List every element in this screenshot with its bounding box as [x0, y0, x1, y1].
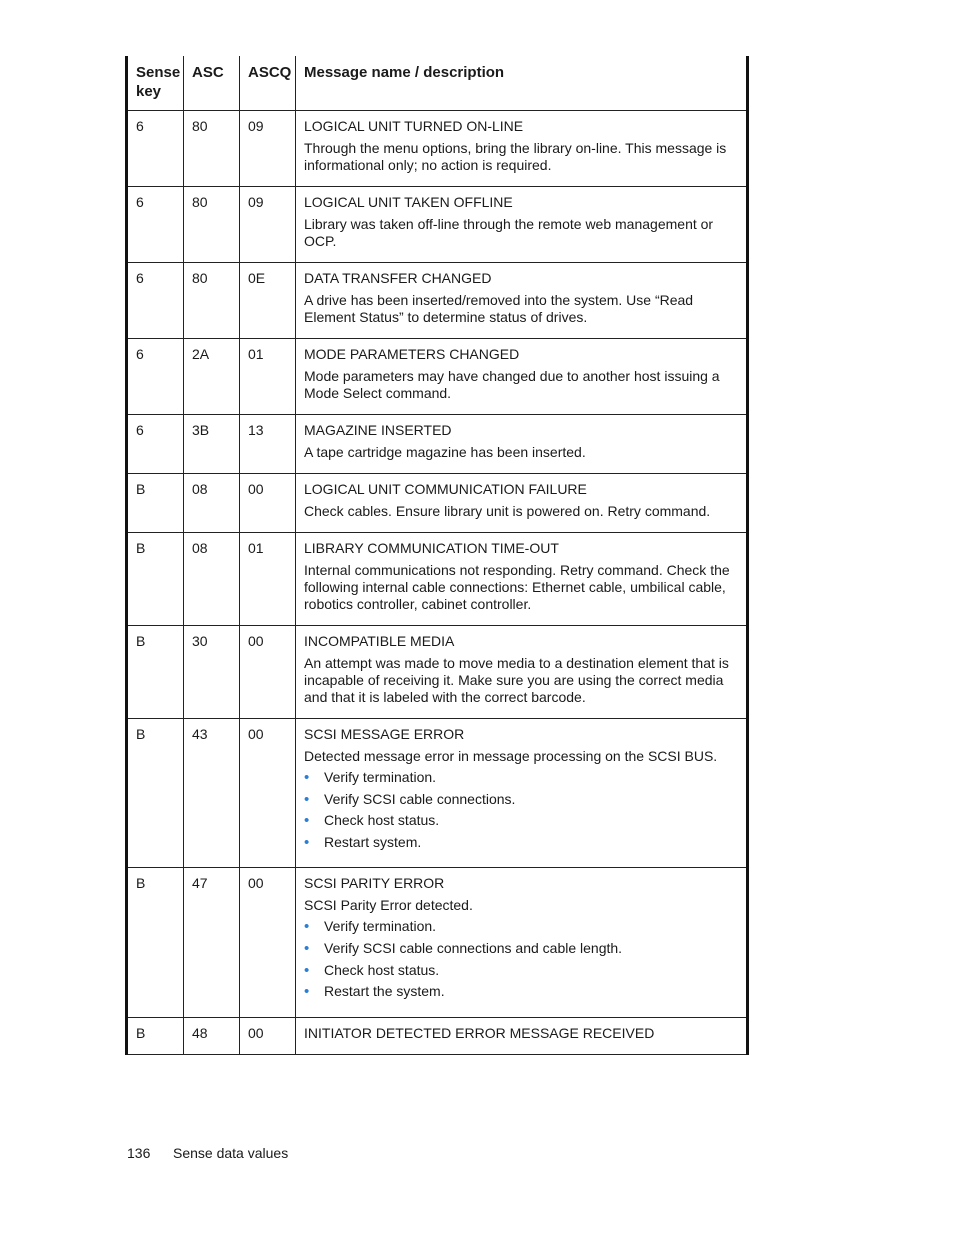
bullet-icon: • — [304, 961, 310, 979]
action-text: Check host status. — [324, 812, 440, 829]
message-title: INITIATOR DETECTED ERROR MESSAGE RECEIVED — [304, 1024, 655, 1041]
table-row — [127, 1017, 748, 1054]
table-row — [127, 626, 748, 719]
table-row — [127, 187, 748, 263]
message-cell — [296, 339, 748, 415]
message-cell — [296, 868, 748, 1017]
ascq-cell: 00 — [240, 474, 296, 533]
message-description: A tape cartridge magazine has been inserted. — [304, 444, 586, 460]
sense-key-cell: 6 — [127, 111, 184, 187]
message-cell — [296, 719, 748, 868]
header-message: Message name / description — [296, 56, 748, 111]
message-title: SCSI MESSAGE ERROR — [304, 726, 465, 742]
table-row — [127, 111, 748, 187]
sense-key-cell: 6 — [127, 263, 184, 339]
page-footer — [127, 1145, 288, 1161]
table-row — [127, 474, 748, 533]
action-text: Verify termination. — [324, 918, 437, 935]
asc-cell: 43 — [184, 719, 240, 868]
asc-cell: 3B — [184, 415, 240, 474]
ascq-cell: 0E — [240, 263, 296, 339]
action-list-item — [304, 918, 740, 935]
message-description: Library was taken off-line through the remote web management or OCP. — [304, 216, 714, 249]
action-list-item — [304, 812, 740, 829]
ascq-cell: 00 — [240, 626, 296, 719]
message-title: MODE PARAMETERS CHANGED — [304, 346, 520, 362]
sense-data-table-container — [125, 56, 746, 1055]
message-cell — [296, 415, 748, 474]
bullet-icon: • — [304, 790, 310, 808]
asc-cell: 47 — [184, 868, 240, 1017]
message-cell — [296, 187, 748, 263]
page-number: 136 — [127, 1145, 151, 1161]
message-title: LOGICAL UNIT TAKEN OFFLINE — [304, 194, 513, 210]
message-title: LOGICAL UNIT TURNED ON-LINE — [304, 118, 524, 134]
table-header-row — [127, 56, 748, 111]
ascq-cell: 00 — [240, 719, 296, 868]
table-body — [127, 111, 748, 1055]
table-row — [127, 415, 748, 474]
table-row — [127, 868, 748, 1017]
table-row — [127, 719, 748, 868]
sense-key-cell: B — [127, 868, 184, 1017]
message-title: SCSI PARITY ERROR — [304, 875, 445, 892]
sense-key-cell: B — [127, 626, 184, 719]
message-cell — [296, 626, 748, 719]
action-list-item — [304, 834, 740, 851]
bullet-icon: • — [304, 918, 310, 936]
table-row — [127, 263, 748, 339]
ascq-cell: 09 — [240, 111, 296, 187]
asc-cell: 08 — [184, 474, 240, 533]
ascq-cell: 09 — [240, 187, 296, 263]
asc-cell: 30 — [184, 626, 240, 719]
action-text: Verify SCSI cable connections. — [324, 790, 516, 807]
table-row — [127, 339, 748, 415]
header-ascq: ASCQ — [240, 56, 296, 111]
sense-key-cell: B — [127, 719, 184, 868]
action-list-item — [304, 791, 740, 808]
bullet-icon: • — [304, 983, 310, 1001]
message-title: LOGICAL UNIT COMMUNICATION FAILURE — [304, 481, 587, 497]
action-list-item — [304, 962, 740, 979]
message-description: A drive has been inserted/removed into the system. Use “Read Element Status” to determine status of drives. — [304, 292, 694, 325]
ascq-cell: 00 — [240, 868, 296, 1017]
sense-key-cell: 6 — [127, 339, 184, 415]
message-title: INCOMPATIBLE MEDIA — [304, 633, 455, 649]
action-list — [304, 918, 740, 1000]
header-sense-key: Sense key — [127, 56, 184, 111]
message-description: Mode parameters may have changed due to another host issuing a Mode Select command. — [304, 368, 720, 401]
bullet-icon: • — [304, 812, 310, 830]
action-text: Restart the system. — [324, 983, 445, 1000]
message-cell — [296, 474, 748, 533]
message-cell — [296, 1017, 748, 1054]
asc-cell: 80 — [184, 263, 240, 339]
footer-section-title: Sense data values — [173, 1145, 289, 1161]
sense-key-cell: B — [127, 1017, 184, 1054]
sense-key-cell: B — [127, 474, 184, 533]
bullet-icon: • — [304, 769, 310, 786]
bullet-icon: • — [304, 939, 310, 957]
action-list — [304, 769, 740, 851]
sense-data-table — [125, 56, 749, 1055]
table-row — [127, 533, 748, 626]
ascq-cell: 01 — [240, 533, 296, 626]
asc-cell: 48 — [184, 1017, 240, 1054]
sense-key-cell: 6 — [127, 415, 184, 474]
message-description: Internal communications not responding. Retry command. Check the following internal cable connections: Ethernet cable, umbilical cable, robotics controller, cabinet controller. — [304, 562, 730, 612]
message-title: DATA TRANSFER CHANGED — [304, 270, 492, 286]
asc-cell: 08 — [184, 533, 240, 626]
message-description: An attempt was made to move media to a destination element that is incapable of receiving it. Make sure you are using the correct media and that it is labeled with the correct barcode. — [304, 655, 729, 705]
message-description: Through the menu options, bring the library on-line. This message is informational only; no action is required. — [304, 140, 727, 173]
message-cell — [296, 263, 748, 339]
action-list-item — [304, 940, 740, 957]
action-text: Verify SCSI cable connections and cable length. — [324, 939, 623, 956]
action-text: Restart system. — [324, 833, 422, 850]
message-description: SCSI Parity Error detected. — [304, 897, 473, 914]
header-asc: ASC — [184, 56, 240, 111]
asc-cell: 80 — [184, 187, 240, 263]
sense-key-cell: B — [127, 533, 184, 626]
action-text: Check host status. — [324, 961, 440, 978]
bullet-icon: • — [304, 833, 310, 851]
message-cell — [296, 111, 748, 187]
message-description: Detected message error in message processing on the SCSI BUS. — [304, 748, 718, 764]
action-list-item — [304, 983, 740, 1000]
ascq-cell: 00 — [240, 1017, 296, 1054]
message-cell — [296, 533, 748, 626]
message-title: MAGAZINE INSERTED — [304, 422, 452, 438]
sense-key-cell: 6 — [127, 187, 184, 263]
action-text: Verify termination. — [324, 769, 437, 785]
asc-cell: 80 — [184, 111, 240, 187]
ascq-cell: 13 — [240, 415, 296, 474]
ascq-cell: 01 — [240, 339, 296, 415]
message-title: LIBRARY COMMUNICATION TIME-OUT — [304, 540, 559, 556]
asc-cell: 2A — [184, 339, 240, 415]
message-description: Check cables. Ensure library unit is powered on. Retry command. — [304, 503, 711, 519]
action-list-item — [304, 769, 740, 786]
